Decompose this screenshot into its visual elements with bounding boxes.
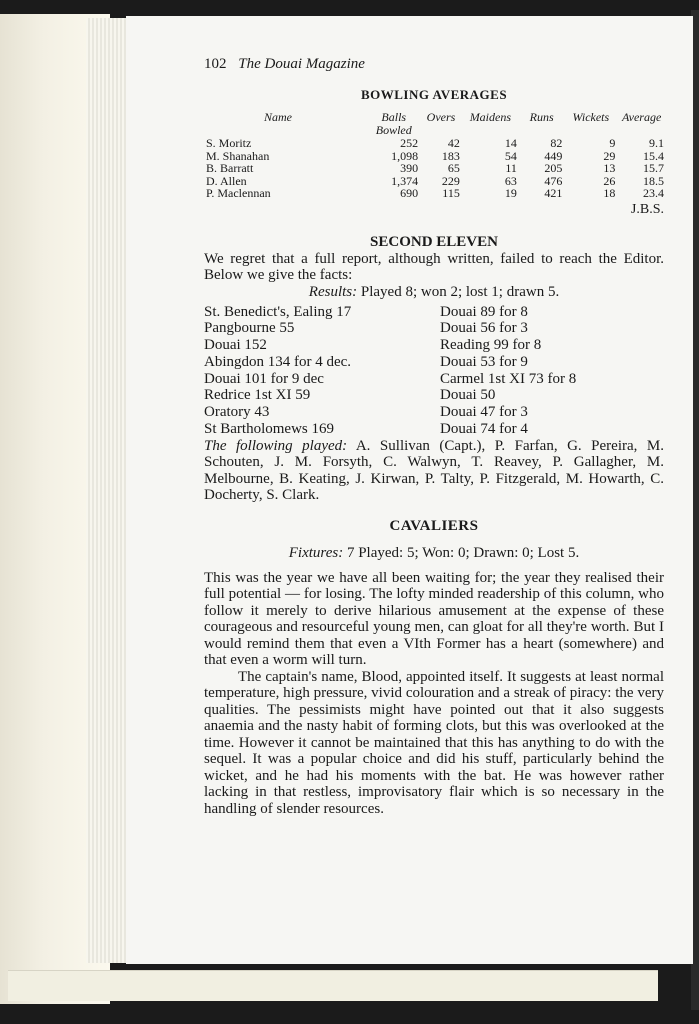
match-right: Douai 50 — [440, 387, 496, 404]
maidens-cell: 54 — [504, 148, 517, 163]
wickets-cell: 18 — [603, 186, 616, 200]
players-text: A. Sullivan (Capt.), P. Farfan, G. Pereira, M. Schouten, J. M. Forsyth, C. Walwyn, T. Reavey, P. Gallagher, M. Melbourne, B. Keating, J. Kirwan, P. Talty, P. Fitzgerald, M. Howarth, C. Docherty, S. Clark. — [204, 437, 664, 504]
header-bowled: Bowled — [375, 123, 412, 137]
balls-cell: 252 — [400, 136, 419, 150]
bowler-name: S. Moritz — [206, 136, 252, 150]
list-item — [204, 371, 664, 388]
list-item — [204, 421, 664, 438]
list-item — [204, 387, 664, 404]
average-cell: 9.1 — [649, 136, 664, 150]
page-stack — [86, 18, 128, 963]
book-bottom-edge — [8, 970, 658, 1001]
average-cell: 18.5 — [643, 173, 664, 188]
fixtures-label: Fixtures: — [288, 544, 344, 561]
header-average: Average — [621, 110, 662, 124]
match-right: Reading 99 for 8 — [440, 337, 542, 354]
match-right: Douai 74 for 4 — [440, 421, 528, 438]
balls-cell: 1,098 — [391, 148, 419, 163]
bowling-averages-table — [204, 111, 666, 200]
table-row — [204, 137, 666, 150]
maidens-cell: 14 — [504, 136, 517, 150]
bowling-averages-title: BOWLING AVERAGES — [360, 87, 508, 102]
match-list — [204, 304, 664, 438]
match-right: Douai 89 for 8 — [440, 303, 528, 320]
header-wickets: Wickets — [572, 110, 610, 124]
match-right: Douai 53 for 9 — [440, 353, 528, 370]
results-text: Played 8; won 2; lost 1; drawn 5. — [360, 283, 560, 300]
match-left: St Bartholomews 169 — [204, 421, 334, 438]
bowler-name: P. Maclennan — [206, 186, 271, 200]
average-cell: 15.7 — [643, 161, 664, 175]
list-item — [204, 337, 664, 354]
match-left: Douai 152 — [204, 337, 267, 354]
average-cell: 15.4 — [643, 148, 664, 163]
header-runs: Runs — [529, 110, 554, 124]
second-eleven-intro: We regret that a full report, although written, failed to reach the Editor. Below we give the facts: — [204, 250, 664, 283]
overs-cell: 42 — [447, 136, 460, 150]
table-row — [204, 162, 666, 175]
page-number: 102 — [204, 56, 227, 72]
wickets-cell: 29 — [603, 148, 616, 163]
page-content — [204, 56, 664, 817]
maidens-cell: 63 — [504, 173, 517, 188]
maidens-cell: 11 — [505, 161, 517, 175]
fixtures-line — [204, 545, 664, 562]
book-page — [126, 16, 693, 964]
match-left: Redrice 1st XI 59 — [204, 387, 311, 404]
author-initials: J.B.S. — [630, 201, 664, 217]
runs-cell: 421 — [544, 186, 563, 200]
header-name: Name — [264, 110, 292, 124]
table-header-row — [204, 111, 666, 137]
list-item — [204, 304, 664, 321]
runs-cell: 205 — [544, 161, 563, 175]
balls-cell: 690 — [400, 186, 419, 200]
bowler-name: M. Shanahan — [206, 148, 270, 163]
match-left: St. Benedict's, Ealing 17 — [204, 303, 352, 320]
maidens-cell: 19 — [504, 186, 517, 200]
header-balls: Balls — [381, 110, 407, 124]
match-left: Abingdon 134 for 4 dec. — [204, 353, 352, 370]
players-paragraph — [204, 438, 664, 504]
results-line — [204, 284, 664, 301]
bowler-name: B. Barratt — [206, 161, 254, 175]
wickets-cell: 26 — [603, 173, 616, 188]
wickets-cell: 9 — [609, 136, 616, 150]
match-right: Carmel 1st XI 73 for 8 — [440, 370, 577, 387]
header-overs: Overs — [426, 110, 456, 124]
cavaliers-title: CAVALIERS — [389, 517, 479, 534]
runs-cell: 82 — [550, 136, 563, 150]
header-balls-bowled — [367, 111, 420, 137]
match-left: Oratory 43 — [204, 404, 270, 421]
overs-cell: 229 — [441, 173, 460, 188]
table-row — [204, 175, 666, 188]
list-item — [204, 320, 664, 337]
players-label: The following played: — [204, 437, 348, 454]
cavaliers-paragraph-2: The captain's name, Blood, appointed itself. It suggests at least normal temperature, high pressure, vivid colouration and a streak of piracy: the very qualities. The pessimists might have pointed out that it also suggests anaemia and the nasty habit of forming clots, but this was overlooked at the time. However it cannot be maintained that this has anything to do with the sequel. It was a popular choice and did his stuff, particularly behind the wicket, and he had his moments with the bat. He was however rather lacking in that restless, improvisatory flair which is so necessary in the handling of slender resources. — [204, 668, 664, 817]
match-right: Douai 47 for 3 — [440, 404, 528, 421]
magazine-title: The Douai Magazine — [238, 56, 365, 72]
list-item — [204, 404, 664, 421]
fixtures-text: 7 Played: 5; Won: 0; Drawn: 0; Lost 5. — [346, 544, 580, 561]
balls-cell: 390 — [400, 161, 419, 175]
overs-cell: 183 — [441, 148, 460, 163]
bowler-name: D. Allen — [206, 173, 247, 188]
cavaliers-paragraph-1: This was the year we have all been waiting for; the year they realised their full potential — for losing. The lofty minded readership of this column, who follow it merely to derive hilarious amusement at the expense of these courageous and resourceful young men, can gloat for all they're worth. But I would remind them that even a VIth Former has a heart (somewhere) and that even a worm will turn. — [204, 569, 664, 669]
balls-cell: 1,374 — [391, 173, 419, 188]
running-head — [204, 56, 664, 73]
table-row — [204, 150, 666, 163]
list-item — [204, 354, 664, 371]
results-label: Results: — [308, 283, 358, 300]
match-left: Douai 101 for 9 dec — [204, 370, 324, 387]
overs-cell: 115 — [442, 186, 460, 200]
header-maidens: Maidens — [469, 110, 512, 124]
runs-cell: 476 — [544, 173, 563, 188]
average-cell: 23.4 — [643, 186, 664, 200]
second-eleven-title: SECOND ELEVEN — [370, 233, 498, 250]
wickets-cell: 13 — [603, 161, 616, 175]
match-right: Douai 56 for 3 — [440, 320, 528, 337]
table-row — [204, 187, 666, 200]
runs-cell: 449 — [544, 148, 563, 163]
match-left: Pangbourne 55 — [204, 320, 295, 337]
overs-cell: 65 — [447, 161, 460, 175]
